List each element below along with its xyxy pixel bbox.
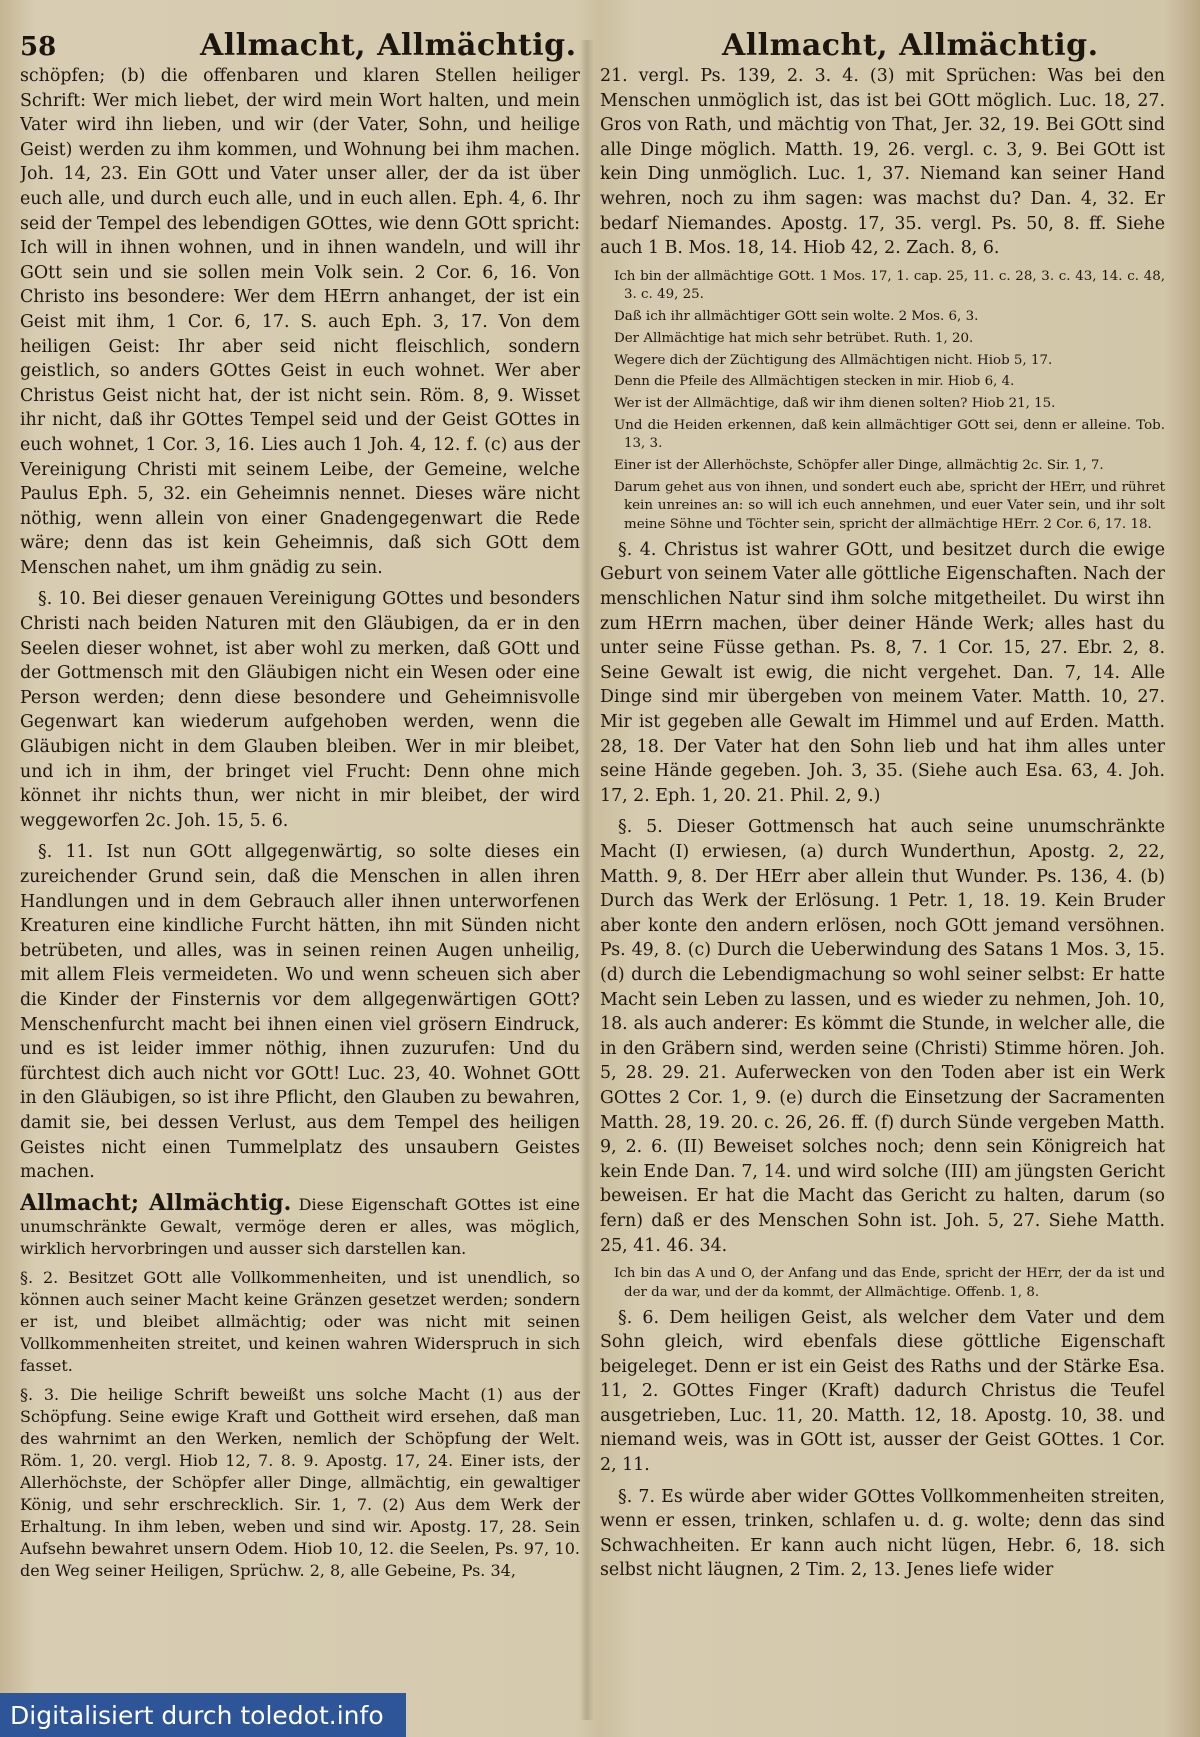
right-column-paragraph (614, 417, 1165, 454)
digitization-watermark: Digitalisiert durch toledot.info (0, 1693, 406, 1737)
entry-heading: Allmacht; Allmächtig. (20, 1189, 292, 1216)
paragraph-text: Denn die Pfeile des Allmächtigen stecken in mir. Hiob 6, 4. (614, 374, 1015, 390)
right-column-paragraph (600, 64, 1165, 261)
right-column-paragraph (614, 1265, 1165, 1302)
paragraph-text: Darum gehet aus von ihnen, und sondert euch abe, spricht der HErr, und rühret kein unreines an: so will ich euch annehmen, und euer Vater sein, und ihr solt meine Söhne und Töchter sein, spricht der allmächtige HErr. 2 Cor. 6, 17. 18. (614, 479, 1165, 533)
left-column-paragraph (20, 840, 580, 1184)
paragraph-text: §. 10. Bei dieser genauen Vereinigung GOttes und besonders Christi nach beiden Naturen mit den Gläubigen, da er in den Seelen dieser wohnet, ist aber wohl zu merken, daß GOtt und der Gottmensch mit den Gläubigen nicht ein Wesen oder eine Person werden; denn diese besondere und Geheimnisvolle Gegenwart kan wiederum aufgehoben werden, wenn die Gläubigen nicht in dem Glauben bleiben. Wer in mir bleibet, und ich in ihm, der bringet viel Frucht: Denn ohne mich könnet ihr nichts thun, wer nicht in mir bleibet, der wird weggeworfen 2c. Joh. 15, 5. 6. (20, 589, 580, 831)
paragraph-text: §. 3. Die heilige Schrift beweißt uns solche Macht (1) aus der Schöpfung. Seine ewige Kraft und Gottheit wird ersehen, daß man des wahrnimt an den Werken, nemlich der Schöpfung der Welt. Röm. 1, 20. vergl. Hiob 12, 7. 8. 9. Apostg. 17, 24. Einer ists, der Allerhöchste, der Schöpfer aller Dinge, allmächtig, ein gewaltiger König, und sehr erschrecklich. Sir. 1, 7. (2) Aus dem Werk der Erhaltung. In ihm leben, weben und sind wir. Apostg. 17, 28. Sein Aufsehn bewahret unsern Odem. Hiob 10, 12. die Seelen, Ps. 97, 10. den Weg seiner Heiligen, Sprüchw. 2, 8, alle Gebeine, Ps. 34, (20, 1384, 580, 1580)
right-column-paragraph (614, 268, 1165, 305)
right-column-paragraph (614, 479, 1165, 535)
paragraph-text: Und die Heiden erkennen, daß kein allmächtiger GOtt sei, denn er alleine. Tob. 13, 3. (614, 417, 1165, 452)
right-column-paragraph (614, 395, 1165, 414)
paragraph-text: §. 7. Es würde aber wider GOttes Vollkommenheiten streiten, wenn er essen, trinken, schlafen u. d. g. wolte; denn das sind Schwachheiten. Er kann auch nicht lügen, Hebr. 6, 18. sich selbst nicht läugnen, 2 Tim. 2, 13. Jenes liefe wider (600, 1486, 1165, 1581)
paragraph-text: §. 4. Christus ist wahrer GOtt, und besitzet durch die ewige Geburt von seinem Vater alle göttliche Eigenschaften. Nach der menschlichen Natur sind ihm solche mitgetheilet. Du wirst ihn zum HErrn machen, über deiner Hände Werk; alles hast du unter seine Füsse gethan. Ps. 8, 7. 1 Cor. 15, 27. Ebr. 2, 8. Seine Gewalt ist ewig, die nicht vergehet. Dan. 7, 14. Alle Dinge sind mir übergeben von meinem Vater. Matth. 10, 27. Mir ist gegeben alle Gewalt im Himmel und auf Erden. Matth. 28, 18. Der Vater hat den Sohn lieb und hat ihm alles unter seine Hände gegeben. Joh. 3, 35. (Siehe auch Esa. 63, 4. Joh. 17, 2. Eph. 1, 20. 21. Phil. 2, 9.) (600, 539, 1165, 806)
paragraph-text: §. 5. Dieser Gottmensch hat auch seine unumschränkte Macht (I) erwiesen, (a) durch Wunderthun, Apostg. 2, 22, Matth. 9, 8. Der HErr aber allein thut Wunder. Ps. 136, 4. (b) Durch das Werk der Erlösung. 1 Petr. 1, 18. 19. Kein Bruder aber konte den andern erlösen, noch GOtt jemand versöhnen. Ps. 49, 8. (c) Durch die Ueberwindung des Satans 1 Mos. 3, 15. (d) durch die Lebendigmachung so wohl seiner selbst: Er hatte Macht sein Leben zu lassen, und es wieder zu nehmen, Joh. 10, 18. als auch anderer: Es kömmt die Stunde, in welcher alle, die in den Gräbern sind, werden seine (Christi) Stimme hören. Joh. 5, 28. 29. 21. Auferwecken von den Toden aber ist ein Werk GOttes 2 Cor. 1, 9. (e) durch die Einsetzung der Sacramenten Matth. 28, 19. 20. c. 26, 26. ff. (f) durch Sünde vergeben Matth. 9, 2. 6. (II) Beweiset solches noch; denn sein Königreich hat kein Ende Dan. 7, 14. und wird solche (III) am jüngsten Gericht beweisen. Er hat die Macht das Gericht zu halten, darum (so fern) daß er des Menschen Sohn ist. Joh. 5, 27. Siehe Matth. 25, 41. 46. 34. (600, 817, 1165, 1256)
left-column-paragraph (20, 1267, 580, 1377)
left-column (20, 64, 580, 1704)
gutter-shadow (580, 40, 594, 1720)
paragraph-text: §. 11. Ist nun GOtt allgegenwärtig, so solte dieses ein zureichender Grund sein, daß die Menschen in allen ihren Handlungen und in dem Gebrauch aller ihnen unterworfenen Kreaturen eine kindliche Furcht hätten, ihn mit Sünden nicht betrübeten, und alles, was in seinen reinen Augen unheilig, mit allem Fleis vermeideten. Wo und wenn scheuen sich aber die Kinder der Finsternis vor dem allgegenwärtigen GOtt? Menschenfurcht macht bei ihnen einen viel grösern Eindruck, und es ist leider immer nöthig, ihnen zuzurufen: Und du fürchtest dich auch nicht vor GOtt! Luc. 23, 40. Wohnet GOtt in den Gläubigen, so ist ihre Pflicht, den Glauben zu bewahren, damit sie, bei dessen Verlust, aus dem Tempel des heiligen Geistes nicht einen Tummelplatz des unsaubern Geistes machen. (20, 842, 580, 1183)
paragraph-text: Ich bin der allmächtige GOtt. 1 Mos. 17, 1. cap. 25, 11. c. 28, 3. c. 43, 14. c. 48, 3. c. 49, 25. (614, 268, 1165, 303)
paragraph-text: Wegere dich der Züchtigung des Allmächtigen nicht. Hiob 5, 17. (614, 352, 1053, 368)
right-column-paragraph (614, 457, 1165, 476)
right-column-paragraph (600, 1306, 1165, 1478)
left-column-paragraph (20, 1384, 580, 1582)
right-column (600, 64, 1165, 1704)
running-head-left: Allmacht, Allmächtig. (200, 28, 577, 63)
right-column-paragraph (614, 308, 1165, 327)
paragraph-text: 21. vergl. Ps. 139, 2. 3. 4. (3) mit Sprüchen: Was bei den Menschen unmöglich ist, das ist bei GOtt möglich. Luc. 18, 27. Gros von Rath, und mächtig von That, Jer. 32, 19. Bei GOtt sind alle Dinge möglich. Matth. 19, 26. vergl. c. 3, 9. Bei GOtt ist kein Ding unmöglich. Luc. 1, 37. Niemand kan seiner Hand wehren, noch zu ihm sagen: was machst du? Dan. 4, 32. Er bedarf Niemandes. Apostg. 17, 35. vergl. Ps. 50, 8. ff. Siehe auch 1 B. Mos. 18, 14. Hiob 42, 2. Zach. 8, 6. (600, 66, 1165, 259)
running-head-right: Allmacht, Allmächtig. (722, 28, 1099, 63)
paragraph-text: Der Allmächtige hat mich sehr betrübet. Ruth. 1, 20. (614, 330, 974, 346)
paragraph-text: §. 2. Besitzet GOtt alle Vollkommenheiten, und ist unendlich, so können auch seiner Macht keine Gränzen gesetzet werden; sondern er ist, und bleibet allmächtig; oder was nicht mit seinen Vollkommenheiten streitet, und keinen wahren Widerspruch in sich fasset. (20, 1267, 580, 1375)
right-column-paragraph (614, 352, 1165, 371)
left-column-paragraph (20, 64, 580, 580)
right-column-paragraph (600, 1485, 1165, 1583)
paragraph-text: Ich bin das A und O, der Anfang und das Ende, spricht der HErr, der da ist und der da war, und der da kommt, der Allmächtige. Offenb. 1, 8. (614, 1266, 1165, 1300)
page-number: 58 (20, 32, 57, 62)
right-column-paragraph (600, 538, 1165, 809)
paragraph-text: Daß ich ihr allmächtiger GOtt sein wolte. 2 Mos. 6, 3. (614, 309, 979, 325)
paragraph-text: §. 6. Dem heiligen Geist, als welcher dem Vater und dem Sohn gleich, wird ebenfals diese göttliche Eigenschaft beigeleget. Denn er ist ein Geist des Raths und der Stärke Esa. 11, 2. GOttes Finger (Kraft) dadurch Christus die Teufel ausgetrieben, Luc. 11, 20. Matth. 12, 18. Apostg. 10, 38. und niemand weis, was in GOtt ist, ausser der Geist GOttes. 1 Cor. 2, 11. (600, 1307, 1165, 1476)
paragraph-text: schöpfen; (b) die offenbaren und klaren Stellen heiliger Schrift: Wer mich liebet, der wird mein Wort halten, und mein Vater wird ihn lieben, und wir (der Vater, Sohn, und heilige Geist) werden zu ihm kommen, und Wohnung bei ihm machen. Joh. 14, 23. Ein GOtt und Vater unser aller, der da ist über euch alle, und durch euch alle, und in euch allen. Eph. 4, 6. Ihr seid der Tempel des lebendigen GOttes, wie denn GOtt spricht: Ich will in ihnen wohnen, und in ihnen wandeln, und will ihr GOtt sein und sie sollen mein Volk sein. 2 Cor. 6, 16. Von Christo ins besondere: Wer dem HErrn anhanget, der ist ein Geist mit ihm, 1 Cor. 6, 17. S. auch Eph. 3, 17. Von dem heiligen Geist: Ihr aber seid nicht fleischlich, sondern geistlich, so anders GOttes Geist in euch wohnet. Wer aber Christus Geist nicht hat, der ist nicht sein. Röm. 8, 9. Wisset ihr nicht, daß ihr GOttes Tempel seid und der Geist GOttes in euch wohnet, 1 Cor. 3, 16. Lies auch 1 Joh. 4, 12. f. (c) aus der Vereinigung Christi mit seinem Leibe, der Gemeine, welche Paulus Eph. 5, 32. ein Geheimnis nennet. Dieses wäre nicht nöthig, wenn allein von einer Gnadengegenwart die Rede wäre; denn das ist kein Geheimnis, daß sich GOtt dem Menschen nahet, um ihm gnädig zu sein. (20, 66, 580, 578)
paragraph-text: Diese Eigenschaft GOttes ist eine unumschränkte Gewalt, vermöge deren er alles, was möglich, wirklich hervorbringen und ausser sich darstellen kan. (20, 1194, 580, 1258)
right-column-paragraph (600, 815, 1165, 1258)
paragraph-text: Wer ist der Allmächtige, daß wir ihm dienen solten? Hiob 21, 15. (614, 395, 1056, 411)
right-column-paragraph (614, 330, 1165, 349)
right-column-paragraph (614, 373, 1165, 392)
paragraph-text: Einer ist der Allerhöchste, Schöpfer aller Dinge, allmächtig 2c. Sir. 1, 7. (614, 458, 1104, 474)
left-column-paragraph (20, 1189, 580, 1260)
left-column-paragraph (20, 587, 580, 833)
